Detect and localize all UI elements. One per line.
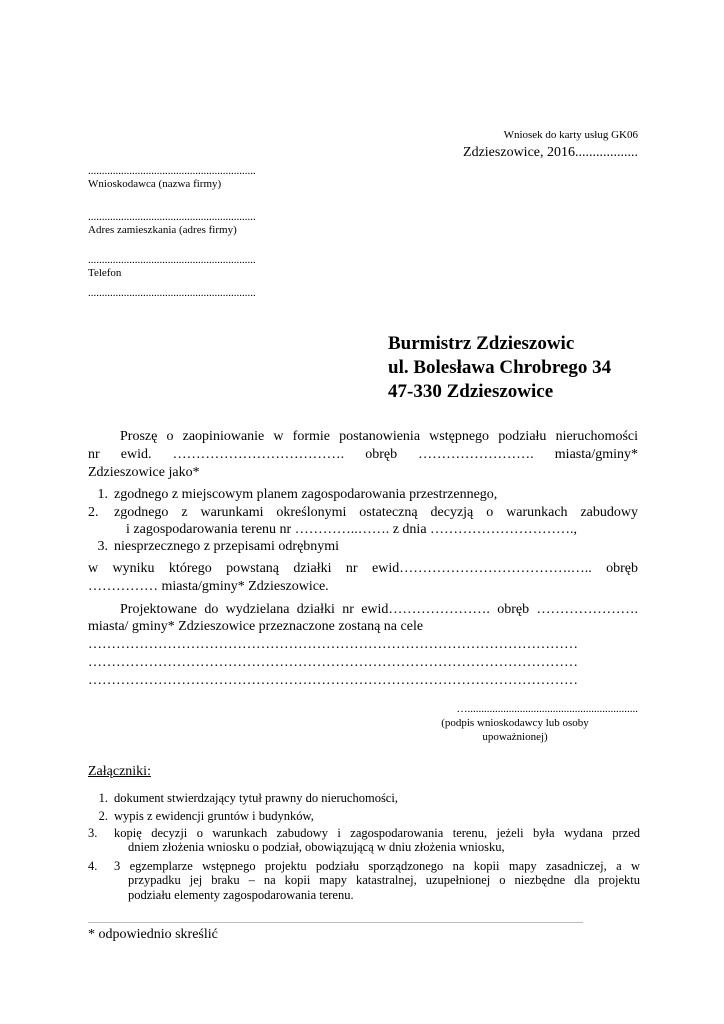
signature-caption-line1: (podpis wnioskodawcy lub osoby xyxy=(441,717,589,729)
applicant-phone-label: Telefon xyxy=(88,267,122,279)
para2-line2: …………… miasta/gminy* Zdzieszowice. xyxy=(88,579,329,594)
para3-line1: Projektowane do wydzielana działki nr ewid…………………. obręb …………………. xyxy=(120,602,638,617)
attachment-number: 3. xyxy=(88,826,98,840)
applicant-address-label: Adres zamieszkania (adres firmy) xyxy=(88,224,237,236)
applicant-phone-dots: ............................................................. xyxy=(88,254,256,266)
attachments-title: Załączniki: xyxy=(88,764,151,779)
footnote: * odpowiednio skreślić xyxy=(88,927,218,942)
purpose-fill-line: …………………………………………………………………………………………… xyxy=(88,673,578,688)
condition-text: zgodnego z miejscowym planem zagospodarowania przestrzennego, xyxy=(114,487,498,502)
para1-line2: nr ewid. ………………………………. obręb ……………………. miasta/gminy* xyxy=(88,447,638,462)
attachment-text: 3 egzemplarze wstępnego projektu podziału sporządzonego na kopii mapy zasadniczej, a w xyxy=(114,859,640,873)
attachment-text-continued: podziału elementy zagospodarowania terenu. xyxy=(128,888,354,902)
recipient-city: 47-330 Zdzieszowice xyxy=(388,381,554,402)
form-code: Wniosek do karty usług GK06 xyxy=(503,129,638,141)
place-date: Zdzieszowice, 2016.................. xyxy=(463,145,638,160)
attachment-item xyxy=(88,809,643,823)
condition-number: 1. xyxy=(97,487,108,502)
para2-line1: w wyniku którego powstaną działki nr ewid……………………………….….. obręb xyxy=(88,561,638,576)
applicant-name-label: Wnioskodawca (nazwa firmy) xyxy=(88,178,222,190)
attachment-text: kopię decyzji o warunkach zabudowy i zagospodarowania terenu, jeżeli była wydana przed xyxy=(114,826,640,840)
condition-item xyxy=(88,538,638,556)
applicant-address-dots: ............................................................. xyxy=(88,211,256,223)
applicant-name-dots: ............................................................. xyxy=(88,165,256,177)
para1-line3: Zdzieszowice jako* xyxy=(88,465,200,480)
attachment-text: dokument stwierdzający tytuł prawny do nieruchomości, xyxy=(114,791,398,805)
purpose-fill-line: …………………………………………………………………………………………… xyxy=(88,655,578,670)
attachment-item xyxy=(88,791,643,805)
condition-item xyxy=(88,504,638,522)
condition-number: 3. xyxy=(97,539,108,554)
attachment-number: 2. xyxy=(98,809,108,823)
attachment-text: wypis z ewidencji gruntów i budynków, xyxy=(114,809,314,823)
applicant-extra-dots: ............................................................. xyxy=(88,287,256,299)
condition-item xyxy=(88,486,638,504)
attachment-item xyxy=(88,859,640,873)
condition-number: 2. xyxy=(88,505,99,520)
purpose-fill-line: …………………………………………………………………………………………… xyxy=(88,637,578,652)
condition-text: zgodnego z warunkami określonymi ostateczną decyzją o warunkach zabudowy xyxy=(114,505,638,520)
recipient-street: ul. Bolesława Chrobrego 34 xyxy=(388,357,612,378)
attachment-text-continued: dniem złożenia wniosku o podział, obowiązującą w dniu złożenia wniosku, xyxy=(128,840,505,854)
recipient-name: Burmistrz Zdzieszowic xyxy=(388,333,575,354)
footnote-separator xyxy=(88,922,583,923)
signature-dots: ….............................................................. xyxy=(456,703,638,715)
signature-caption-line2: upoważnionej) xyxy=(482,731,548,743)
attachment-item xyxy=(88,826,640,840)
attachment-number: 4. xyxy=(88,859,98,873)
para1-line1: Proszę o zaopiniowanie w formie postanowienia wstępnego podziału nieruchomości xyxy=(120,429,638,444)
attachment-number: 1. xyxy=(98,791,108,805)
condition-text: niesprzecznego z przepisami odrębnymi xyxy=(114,539,340,554)
condition-text-continued: i zagospodarowania terenu nr …………..……. z dnia …………………………., xyxy=(126,522,578,537)
attachment-text-continued: przypadku jej braku – na kopii mapy katastralnej, uzupełnionej o niezbędne dla projektu xyxy=(128,873,640,887)
para3-line2: miasta/ gminy* Zdzieszowice przeznaczone zostaną na cele xyxy=(88,619,424,634)
